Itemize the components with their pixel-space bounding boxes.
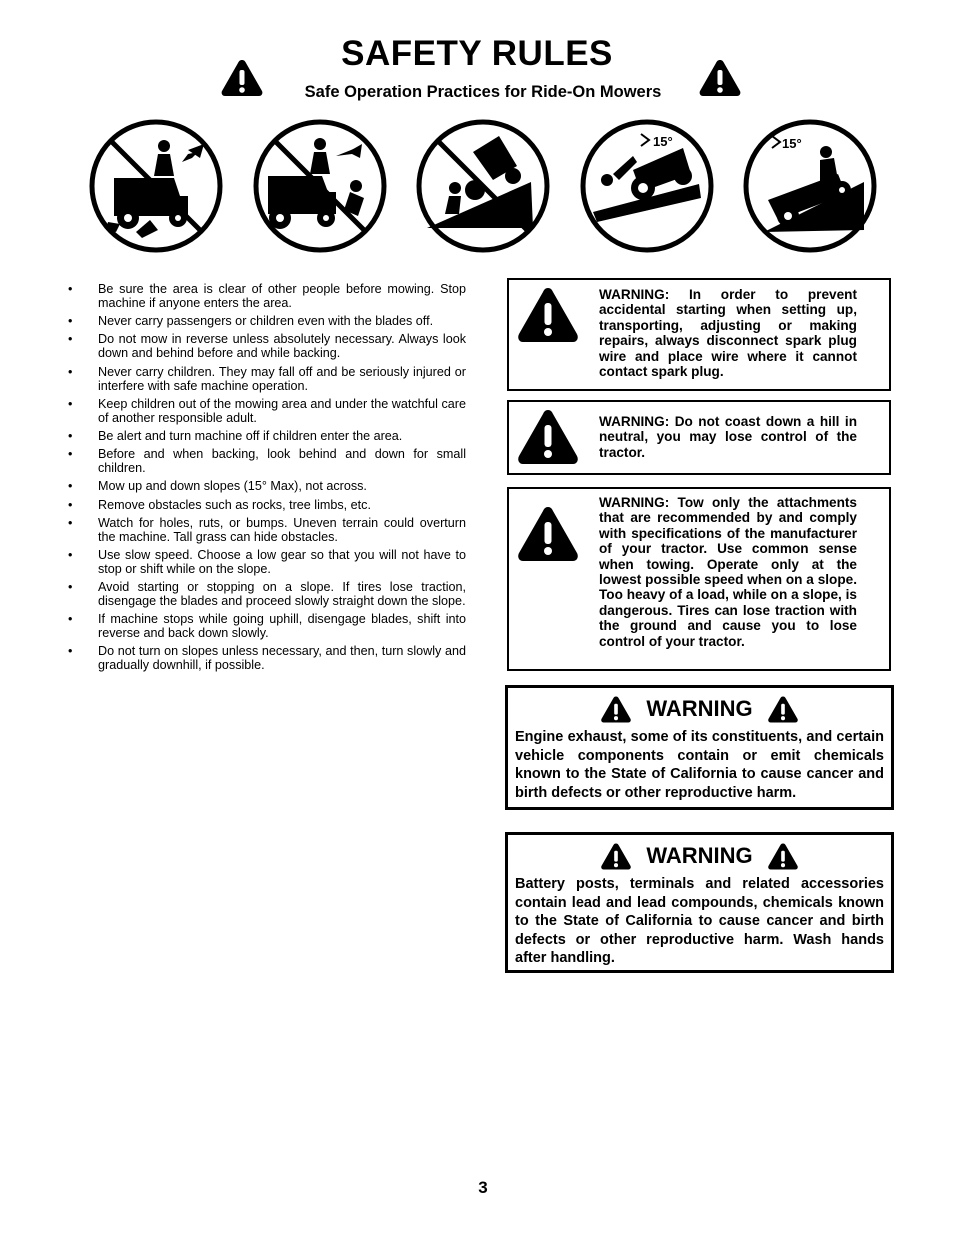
list-item: • Keep children out of the mowing area and under the watchful care of another responsible adult. [66, 397, 466, 425]
california-warning-exhaust [505, 685, 894, 810]
warning-triangle-icon [600, 695, 632, 724]
list-item: • Mow up and down slopes (15° Max), not across. [66, 479, 466, 493]
list-item: • Remove obstacles such as rocks, tree limbs, etc. [66, 498, 466, 512]
warning-box-coasting [507, 400, 891, 475]
warning-text: Engine exhaust, some of its constituents, and certain vehicle components contain or emit chemicals known to the State of California to cause cancer and birth defects or other reproductive harm. [515, 729, 884, 801]
no-passengers-icon [252, 118, 388, 254]
warning-triangle-icon [600, 842, 632, 871]
list-item: • Be sure the area is clear of other people before mowing. Stop machine if anyone enters the area. [66, 282, 466, 310]
list-item: • Do not mow in reverse unless absolutely necessary. Always look down and behind before and while backing. [66, 332, 466, 360]
slope-angle-label: 15° [653, 134, 673, 149]
warning-triangle-icon [516, 286, 580, 344]
warning-triangle-icon [767, 695, 799, 724]
warning-text: Battery posts, terminals and related accessories contain lead and lead compounds, chemicals known to the State of California to cause cancer and birth defects or other reproductive harm. Wash hands after handling. [515, 876, 884, 966]
warning-triangle-icon [767, 842, 799, 871]
warning-triangle-icon [516, 408, 580, 466]
page-title: SAFETY RULES [341, 34, 613, 73]
warning-text: WARNING: Do not coast down a hill in neutral, you may lose control of the tractor. [599, 414, 857, 460]
list-item: • Before and when backing, look behind and down for small children. [66, 447, 466, 475]
warning-box-towing [507, 487, 891, 671]
slope-angle-label: 15° [782, 136, 802, 151]
list-item: • Do not turn on slopes unless necessary, and then, turn slowly and gradually downhill, if possible. [66, 644, 466, 672]
warning-box-spark-plug [507, 278, 891, 391]
warning-text: WARNING: Tow only the attachments that are recommended by and comply with specifications of the manufacturer of your tractor. Use common sense when towing. Operate only at the lowest possible speed when on a slope. Too heavy of a load, while on a slope, is dangerous. Tires can lose traction with the ground and cause you to lose control of your tractor. [599, 495, 857, 649]
warning-text: WARNING: In order to prevent accidental starting when setting up, transporting, adjusting or making repairs, always disconnect spark plug wire and place wire where it cannot contact spark plug. [599, 287, 857, 380]
warning-triangle-icon [516, 505, 580, 563]
list-item: • Avoid starting or stopping on a slope. If tires lose traction, disengage the blades and proceed slowly straight down the slope. [66, 580, 466, 608]
list-item: • Use slow speed. Choose a low gear so that you will not have to stop or shift while on the slope. [66, 548, 466, 576]
no-slope-over-15-degrees-icon [579, 118, 715, 254]
list-item: • Never carry children. They may fall off and be seriously injured or interfere with safe machine operation. [66, 365, 466, 393]
page-number: 3 [478, 1178, 488, 1197]
california-warning-battery [505, 832, 894, 973]
list-item: • Watch for holes, ruts, or bumps. Uneven terrain could overturn the machine. Tall grass can hide obstacles. [66, 516, 466, 544]
safety-rules-list [66, 282, 466, 677]
warning-heading: WARNING [646, 843, 753, 868]
page-subtitle: Safe Operation Practices for Ride-On Mowers [304, 83, 662, 101]
no-uphill-over-15-degrees-icon [742, 118, 878, 254]
warning-heading: WARNING [646, 696, 753, 721]
no-tipping-on-steep-slope-icon [415, 118, 551, 254]
list-item: • Never carry passengers or children even with the blades off. [66, 314, 466, 328]
no-mowing-near-bystanders-icon [88, 118, 224, 254]
list-item: • Be alert and turn machine off if children enter the area. [66, 429, 466, 443]
list-item: • If machine stops while going uphill, disengage blades, shift into reverse and back down slowly. [66, 612, 466, 640]
